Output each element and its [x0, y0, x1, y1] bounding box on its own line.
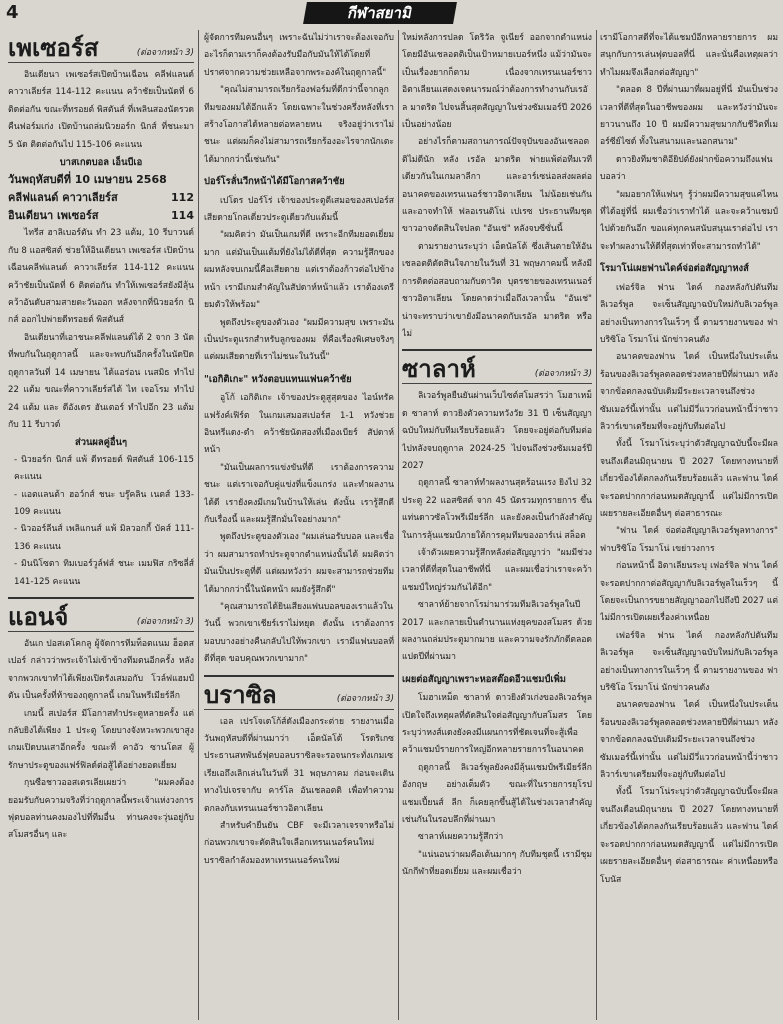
paragraph: ฤดูกาลนี้ ซาลาห์ทำผลงานสุดร้อนแรง ยิงไป 32 ประตู 22 แอสซิสต์ จาก 45 นัดรวมทุกรายการ ขึ้นแท่นดาวซัลโวพรีเมียร์ลีก และยังคงเป็นกำลังสำคัญในการลุ้นแชมป์ภายใต้การคุมทีมของอาร์เน่ สล็อต — [402, 478, 592, 541]
paragraph: เกมนี้ สเปอร์ส มีโอกาสทำประตูหลายครั้ง แต่กลับยิงได้เพียง 1 ประตู โดยบางจังหวะพวกเขาสูงเกมเปิดบนเสาอีกครั้ง ขณะที่ คาอัว ซานโตส ผู้รักษาประตูของแฟร์ฟิลด์ต่อสู้ได้อย่างยอดเยี่ยม — [8, 708, 194, 771]
paragraph: ตามรายงานระบุว่า เอ็ดนัลโด้ ซึ่งเส้นตายให้อันเชลอตติตัดสินใจภายในวันที่ 31 พฤษภาคมนี้ หลังมีการติดต่อสอบถามกับดาวิด บุตรชายของเทรนเนอร์ชาวอิตาเลียน โดยคาดว่าเมื่อถึงเวลานั้น "อันเช่" น่าจะทราบว่าเขายังมีอนาคตกับเรอัล มาดริด หรือไม่ — [402, 241, 592, 339]
paragraph: เอล เปรโจเดโก้ส์ดังเมืองกระต่าย รายงานเมื่อวันพฤหัสบดีที่ผ่านมาว่า เอ็ดนัลโด้ โรดริเกซ ประธานสหพันธ์ฟุตบอลบราซิลจะรอจนกระทั่งเกมเซเรียเอถึงเลิกเล่นในวันที่ 31 พฤษภาคม ก่อนจะเดินทางไปเจรจากับ คาร์โล อันเชลอตติ เพื่อทำความตกลงกับเทรนเนอร์ชาวอิตาเลียน — [204, 716, 394, 814]
fixture-team: คลีฟแลนด์ คาวาเลียร์ส — [8, 191, 118, 205]
paragraph: "ฟาน ไดค์ จ่อต่อสัญญาลิเวอร์พูลทางการ" ฟาบริซิโอ โรมาโน่ เขย่าวงการ — [600, 526, 778, 554]
paragraph: สำหรับคำยืนยัน CBF จะมีเวลาเจรจาหรือไม่ ก่อนพวกเขาจะตัดสินใจเลือกเทรนเนอร์คนใหม่ บราซิลกำลังมองหาเทรนเนอร์คนใหม่ — [204, 821, 394, 866]
paragraph: ผู้จัดการทีมคนอื่นๆ เพราะฉันไม่ว่าเราจะต้องเจอกับอะไรก็ตามเราก็คงต้องรับมือกับมันให้ได้โดยที่ปราศจากความช่วยเหลือจากพระองค์ในฤดูกาลนี้" — [204, 33, 394, 78]
article-title: ซาลาห์ — [402, 355, 476, 384]
article-header-brazil — [204, 681, 394, 710]
column-divider — [398, 30, 399, 1020]
masthead-logo: กีฬาสยามิ — [303, 2, 457, 24]
paragraph: อย่างไรก็ตามสถานการณ์ปัจจุบันของอันเชลอตติไม่ดีนัก หลัง เรอัล มาดริด พ่ายแพ้ต่อทีมเวทีเดียวกันในเกมลาลีกา และอาร์เซน่อลส่งผลต่ออนาคตของเทรนเนอร์ชาวอิตาเลียน ไม่น้อยเช่นกัน และอาจทำให้ ฟลอเรนติโน่ เปเรซ ประธานทีมชุดขาวอาจตัดสินใจปลด "อันเช่" หลังจบซีซั่นนี้ — [402, 137, 592, 235]
paragraph: อูโก้ เอกิติเกะ เจ้าของประตูสูสุดของ ไอน์ทรัค แฟร้งค์เฟิร์ต ในเกมเสมอสเปอร์ส 1-1 หวังช่วยอินทรีแดง-ดำ คว้าชัยนัดสองที่เมืองเบียร์ สัปดาห์หน้า — [204, 393, 394, 456]
paragraph: กุนซือชาวออสเตรเลียเผยว่า "ผมคงต้องยอมรับกับความจริงที่ว่าฤดูกาลนี้พระเจ้าแห่งวงการฟุตบอลท่านคงมองไปที่ทีมอื่น ท่านคงจะวุ่นอยู่กับสโมสรอื่นๆ และ — [8, 778, 194, 841]
column-divider — [596, 30, 597, 1020]
paragraph: ซาลาห์ย้ายจากโรม่ามาร่วมทีมลิเวอร์พูลในปี 2017 และกลายเป็นตำนานแห่งยุคของสโมสร ด้วยผลงานถล่มประตูมากมาย และความจงรักภักดีตลอดแปดปีที่ผ่านมา — [402, 600, 592, 663]
subheading: "เอกิติเกะ" หวังตอบแทนแฟนคว้าชัย — [204, 373, 352, 385]
article-header-salah — [402, 355, 592, 384]
paragraph: อนาคตของฟาน ไดค์ เป็นหนึ่งในประเด็นร้อนของลิเวอร์พูลตลอดช่วงหลายปีที่ผ่านมา หลังจากข้อตกลงฉบับเดิมมีระยะเวลาจนถึงช่วงซัมเมอร์นี้เท่านั้น แต่ไม่มีวี่แววก่อนหน้านี้ว่าชาวลิวาร์เขาเตรียมที่จะอยู่กับทีมต่อไป — [600, 352, 778, 432]
article-header-pacers — [8, 34, 194, 63]
column-4 — [600, 30, 778, 1020]
paragraph: ไทรีส ฮาลิเบอร์ตัน ทำ 23 แต้ม, 10 รีบาวนด์ กับ 8 แอสซิสต์ ช่วยให้อินเดียนา เพเซอร์ส เปิดบ้านเฉือนคลีฟแลนด์ คาวาเลียร์ส 114-112 คะแนน คว้าชัยเป็นนัดที่ 6 ติดต่อกัน ทำให้เพเซอร์สยังมีลุ้นคว้าอันดับสามสายตะวันออก หลังจากที่นิวยอร์ก นิกส์ ออกไปพ่ายดีทรอยต์ พิสตันส์ — [8, 228, 194, 326]
fixture-team: อินเดียนา เพเซอร์ส — [8, 209, 99, 223]
continued-note: (ต่อจากหน้า 3) — [534, 368, 592, 379]
page-number: 4 — [6, 2, 19, 23]
results-list — [8, 452, 194, 591]
subheading: ปอร์โรลั่นวีกหน้าได้มีโอกาสคว้าชัย — [204, 176, 345, 188]
fixture-date: วันพฤหัสบดีที่ 10 เมษายน 2568 — [8, 173, 167, 187]
list-item: - มินนิโซตา ทิมเบอร์วูล์ฟส์ ชนะ เมมฟิส กริซลี่ส์ 141-125 คะแนน — [14, 559, 194, 587]
fixture-row — [8, 207, 194, 225]
column-3 — [402, 30, 592, 1020]
section-divider — [402, 349, 592, 351]
article-header-ange — [8, 603, 194, 632]
column-2 — [204, 30, 394, 1020]
paragraph: ทั้งนี้ โรมาโน่ระบุว่าตัวสัญญาฉบับนี้จะมีผลจนถึงเดือนมิถุนายน ปี 2027 โดยทางทนายที่เกี่ยวข้องได้ตกลงกันเรียบร้อยแล้ว และฟาน ไดค์ จะรอดปากกาก่อนหมดสัญญานี้ แต่ไม่มีการเปิดเผยรายละเอียดอื่นๆ ต่อสาธารณะ — [600, 439, 778, 519]
paragraph: ก่อนหน้านี้ อิตาเลียนระบุ เฟอร์จิล ฟาน ไดค์ จะรอดปากกาต่อสัญญากับลิเวอร์พูลในเร็วๆ นี้ โดยจะเป็นการขยายสัญญาออกไปถึงปี 2027 แต่ไม่มีการเปิดเผยเรื่องค่าเหนื่อย — [600, 561, 778, 624]
paragraph: "ตลอด 8 ปีที่ผ่านมาที่ผมอยู่ที่นี่ มันเป็นช่วงเวลาที่ดีที่สุดในอาชีพของผม และหวังว่ามันจะยาวนานถึง 10 ปี ผมมีความสุขมากกับชีวิตที่เมอร์ซีย์ไซด์ ทั้งในสนามและนอกสนาม" — [600, 85, 778, 148]
paragraph: ซาลาห์เผยความรู้สึกว่า — [418, 832, 504, 843]
paragraph: ลิเวอร์พูลยืนยันผ่านเว็บไซต์สโมสรว่า โมฮาเหม็ด ซาลาห์ ดาวยิงตัวความหวังวัย 31 ปี เซ็นสัญญาฉบับใหม่กับทีมเรียบร้อยแล้ว โดยจะอยู่ต่อกับทีมต่อไปหลังจบฤดูกาล 2024-25 ไปจนถึงช่วงซัมเมอร์ปี 2027 — [402, 391, 592, 471]
continued-note: (ต่อจากหน้า 3) — [136, 47, 194, 58]
paragraph: อันเก ปอสเตโคกลู ผู้จัดการทีมท็อตแนม ฮ็อตสเปอร์ กล่าวว่าพระเจ้าไม่เข้าข้างทีมตนอีกครั้ง หลังจากพวกเขาทำได้เพียงเปิดรังเสมอกับ โวล์ฟแฮมป์ตัน เป็นครั้งที่ห้าของฤดูกาลนี้ เกมในพรีเมียร์ลีก — [8, 638, 194, 702]
paragraph: "ผมอยากให้แฟนๆ รู้ว่าผมมีความสุขแค่ไหนที่ได้อยู่ที่นี่ ผมเชื่อว่าเราทำได้ และจะคว้าแชมป์ไปด้วยกันอีก ขอแค่ทุกคนสนับสนุนเราต่อไป เราจะทำผลงานให้ดีที่สุดเท่าที่จะสามารถทำได้" — [600, 189, 778, 252]
paragraph: ใหม่หลังการปลด โดริวัล จูเนียร์ ออกจากตำแหน่ง โดยมีอันเชลอตติเป็นเป้าหมายเบอร์หนึ่ง แม้ว่ามันจะเป็นเรื่องยากก็ตาม เนื่องจากเทรนเนอร์ชาวอิตาเลียนแสดงเจตนารมณ์ว่าต้องการทำงานกับเรอัล มาดริด ไปจนสิ้นสุดสัญญาในช่วงซัมเมอร์ปี 2026 เป็นอย่างน้อย — [402, 33, 592, 131]
paragraph: ทั้งนี้ โรมาโน่ระบุว่าตัวสัญญาฉบับนี้จะมีผลจนถึงเดือนมิถุนายน ปี 2027 โดยทางทนายที่เกี่ยวข้องได้ตกลงกันเรียบร้อยแล้ว และฟาน ไดค์ จะรอดปากกาก่อนหมดสัญญานี้ แต่ไม่มีการเปิดเผยรายละเอียดอื่นๆ ต่อสาธารณะ ค่าเหนื่อยหรือโบนัส — [600, 787, 778, 885]
paragraph: โมฮาเหม็ด ซาลาห์ ดาวยิงตัวเก่งของลิเวอร์พูล เปิดใจถึงเหตุผลที่ตัดสินใจต่อสัญญากับสโมสร โดยระบุว่าหงส์แดงยังคงมีแผนการที่ชัดเจนที่จะสู้เพื่อคว้าแชมป์รายการใหญ่อีกหลายรายการในอนาคต — [402, 693, 592, 756]
paragraph: อนาคตของฟาน ไดค์ เป็นหนึ่งในประเด็นร้อนของลิเวอร์พูลตลอดช่วงหลายปีที่ผ่านมา หลังจากข้อตกลงฉบับเดิมมีระยะเวลาจนถึงช่วงซัมเมอร์นี้เท่านั้น แต่ไม่มีวี่แววก่อนหน้านี้ว่าชาวลิวาร์เขาเตรียมที่จะอยู่กับทีมต่อไป — [600, 700, 778, 781]
paragraph: "คุณไม่สามารถเรียกร้องฟอร์มที่ดีกว่านี้จากลูกทีมของผมได้อีกแล้ว โดยเฉพาะในช่วงครึ่งหลังที่เราสร้างโอกาสได้หลายต่อหลายหน จริงอยู่ว่าเราไม่ชนะ แต่ผมก็คงไม่สามารถเรียกร้องอะไรจากนักเตะได้มากกว่านี้เช่นกัน" — [204, 85, 394, 165]
column-1 — [8, 30, 194, 1020]
page-header — [0, 0, 783, 26]
article-title: แอนจ์ — [8, 602, 69, 631]
subheading: โรมาโน่เผยฟานไดค์จ่อต่อสัญญาหงส์ — [600, 263, 749, 275]
paragraph: พูดถึงประตูของตัวเอง "ผมมีความสุข เพราะมันเป็นประตูแรกสำหรับลูกของผม ที่คือเรื่องพิเศษจริงๆ แต่ผมเสียดายที่เราไม่ชนะในวันนี้" — [204, 317, 394, 363]
list-item: - นิวออร์ลีนส์ เพลิแกนส์ แพ้ มิลวอกกี้ บัคส์ 111-136 คะแนน — [14, 524, 194, 552]
paragraph: พูดถึงประตูของตัวเอง "ผมเล่นอรับบอล และเชื่อว่า ผมสามารถทำประตูจากตำแหน่งนั้นได้ ผมคิดว่า มันเป็นประตูที่ดี แต่ผมหวังว่า ผมจะสามารถช่วยทีมได้มากกว่านี้ในนัดหน้า ผมยังรู้สึกดี" — [204, 532, 394, 595]
paragraph: "คุณสามารถได้ยินเสียงแฟนบอลของเราแล้วในวันนี้ พวกเขาเชียร์เราไม่หยุด ดังนั้น เราต้องการมอบบางอย่างคืนกลับไปให้พวกเขา เรามีแฟนบอลที่ดีที่สุด ขอบคุณพวกเขามาก" — [204, 602, 394, 665]
paragraph: ดาวยิงทีมชาติอียิปต์ยังฝากข้อความถึงแฟนบอลว่า — [600, 154, 773, 183]
fixture-score: 112 — [171, 191, 194, 205]
paragraph: เฟอร์จิล ฟาน ไดค์ กองหลังกัปตันทีมลิเวอร์พูล จะเซ็นสัญญาฉบับใหม่กับลิเวอร์พูลอย่างเป็นทางการในเร็วๆ นี้ ตามรายงานของ ฟาบริซิโอ โรมาโน่ นักข่าวคนดัง — [600, 630, 778, 694]
fixture-box — [8, 171, 194, 225]
paragraph: เรามีโอกาสดีที่จะได้แชมป์อีกหลายรายการ ผมสนุกกับการเล่นฟุตบอลที่นี่ และนั่นคือเหตุผลว่าทำไมผมจึงเลือกต่อสัญญา" — [600, 33, 778, 78]
fixture-row — [8, 189, 194, 207]
continued-note: (ต่อจากหน้า 3) — [336, 694, 394, 705]
column-divider — [198, 30, 199, 1020]
paragraph: "ผมคิดว่า มันเป็นเกมที่ดี เพราะอีกทีมยอดเยี่ยมมาก แต่มันเป็นแต้มที่ยังไม่ได้ดีที่สุด ความรู้สึกของผมหลังจบเกมนี้คือเสียดาย แต่เราต้องก้าวต่อไปข้างหน้า เรามีเกมสำคัญในสัปดาห์หน้าแล้ว เราต้องเตรียมตัวให้พร้อม" — [204, 230, 394, 311]
continued-note: (ต่อจากหน้า 3) — [136, 616, 194, 627]
fixture-title: บาสเกตบอล เอ็นบีเอ — [59, 157, 143, 169]
list-item: - นิวยอร์ก นิกส์ แพ้ ดีทรอยต์ พิสตันส์ 106-115 คะแนน — [14, 454, 194, 483]
subheading: เผยต่อสัญญาเพราะหอสต๊อดอีวแชมป์เพิ่ม — [402, 673, 566, 685]
article-title: บราซิล — [204, 680, 277, 709]
paragraph: ฤดูกาลนี้ ลิเวอร์พูลยังคงมีลุ้นแชมป์พรีเมียร์ลีก อังกฤษ อย่างเต็มตัว ขณะที่ในรายการยุโรป แชมเปี้ยนส์ ลีก ก็เคยลุกขึ้นสู้ได้ในช่วงเวลาสำคัญเช่นกันในรอบลึกที่ผ่านมา — [402, 762, 592, 826]
paragraph: อินเดียนาที่เอาชนะคลีฟแลนด์ได้ 2 จาก 3 นัดที่พบกันในฤดูกาลนี้ และจะพบกันอีกครั้งในนัดปิดฤดูกาลวันที่ 14 เมษายน ได้แอร่อน เนสมิธ ทำไป 22 แต้ม ขณะที่คาวาเลียร์สได้ ไท เจอโรม ทำไป 24 แต้ม และ ดีอังเดร ฮันเตอร์ ทำไปอีก 23 แต้ม กับ 11 รีบาวด์ — [8, 332, 194, 430]
paragraph: "แน่นอนว่าผมคือเต้นมากๆ กับทีมชุดนี้ เรามีชุมนักกีฬาที่ยอดเยี่ยม และผมเชื่อว่า — [402, 849, 592, 878]
paragraph: อินเดียนา เพเซอร์สเปิดบ้านเฉือน คลีฟแลนด์ คาวาเลียร์ส 114-112 คะแนน คว้าชัยเป็นนัดที่ 6 ติดต่อกัน ขณะที่ทรอยต์ พิสตันส์ ที่เพลินสองนัดรวด คืนฟอร์มเก่ง เปิดบ้านถล่มนิวยอร์ก นิกส์ ที่ชนะมา 5 นัด ติดต่อกันไป 115-106 คะแนน — [8, 70, 194, 150]
section-divider — [204, 675, 394, 677]
paragraph: "มันเป็นผลการแข่งขันที่ดี เราต้องการความชนะ แต่เราเจอกับคู่แข่งที่แข็งแกร่ง และทำผลงานได้ดี เรายังคงมีเกมในบ้านให้เล่น ดังนั้น เรารู้สึกดีกับเรื่องนี้ และผมรู้สึกมั่นใจอย่างมาก" — [204, 462, 394, 525]
paragraph: เจ้าตัวเผยความรู้สึกหลังต่อสัญญาว่า "ผมมีช่วงเวลาที่ดีที่สุดในอาชีพที่นี่ และผมเชื่อว่าเราจะคว้าแชมป์ใหญ่ร่วมกันได้อีก" — [402, 547, 592, 593]
article-title: เพเซอร์ส — [8, 34, 99, 62]
list-item: - แอตแลนต้า ฮอว์กส์ ชนะ บรู๊คลิน เนตส์ 133-109 คะแนน — [14, 489, 194, 517]
section-divider — [8, 597, 194, 599]
paragraph: เฟอร์จิล ฟาน ไดค์ กองหลังกัปตันทีมลิเวอร์พูล จะเซ็นสัญญาฉบับใหม่กับลิเวอร์พูลอย่างเป็นทางการในเร็วๆ นี้ ตามรายงานของ ฟาบริซิโอ โรมาโน่ นักข่าวคนดัง — [600, 282, 778, 345]
paragraph: เปโดร ปอร์โร่ เจ้าของประตูตีเสมอของสเปอร์ส เสียดายโกลเดี่ยวประตูเดียวกับแต้มนี้ — [204, 195, 394, 224]
results-title: ส่วนผลคู่อื่นๆ — [75, 437, 127, 449]
fixture-score: 114 — [171, 209, 194, 223]
